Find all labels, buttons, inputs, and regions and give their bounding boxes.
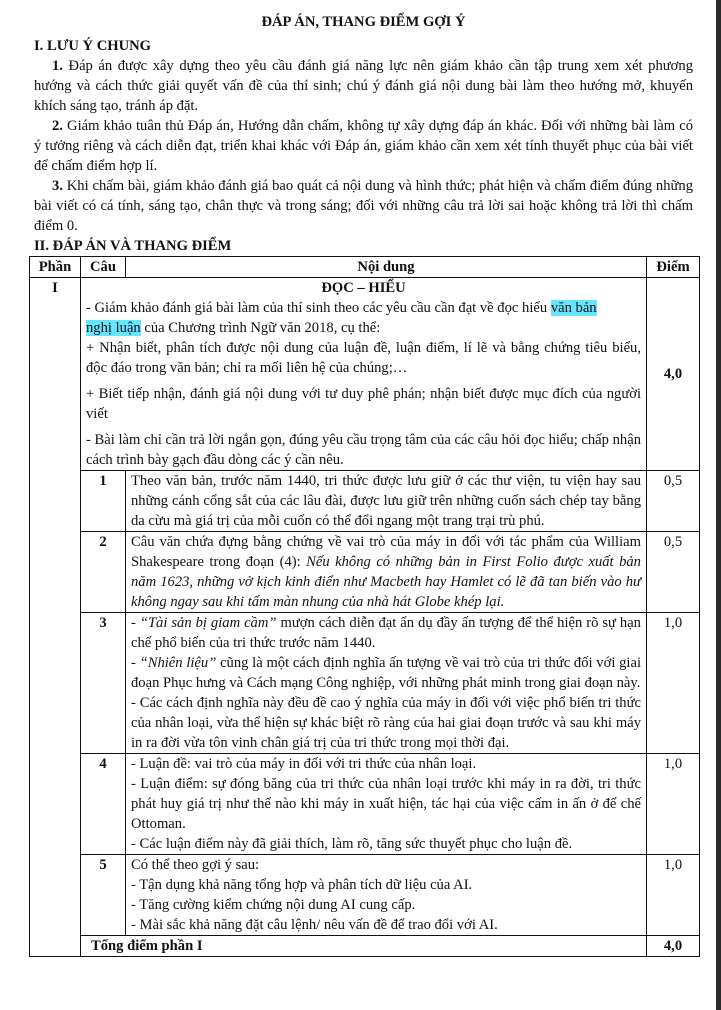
header-question: Câu: [81, 257, 126, 278]
point-text: cũng là một cách định nghĩa ấn tượng về vai trò của tri thức đối với giai đoạn Phục hưng và Cách mạng Công nghiệp, với những phát minh trong giai đoạn này.: [131, 655, 641, 691]
table-row-question-4: [30, 754, 700, 855]
question-5-point-3: - Tăng cường kiểm chứng nội dung AI cung cấp.: [131, 897, 416, 913]
answer-table: [29, 256, 700, 957]
quote-text: “Tài sản bị giam cầm”: [139, 615, 277, 631]
intro-line-1-text: - Giám khảo đánh giá bài làm của thí sinh theo các yêu cầu cần đạt về đọc hiểu: [86, 300, 551, 316]
question-2-text: Câu văn chứa đựng bằng chứng về vai trò của máy in đối với tác phẩm của William Shakespeare trong đoạn (4):: [131, 534, 641, 570]
highlighted-text: văn bản: [550, 300, 597, 316]
question-number: 5: [81, 855, 126, 936]
question-3-point-3: - Các cách định nghĩa này đều đề cao ý nghĩa của máy in đối với việc phổ biến tri thức của nhân loại, vừa thể hiện sự khác biệt rõ ràng của hai giai đoạn trước và sau khi máy in ra đời vừa tôn vinh chân giá trị của tri thức trong mọi thời đại.: [131, 695, 641, 751]
question-5-point-2: - Tận dụng khả năng tổng hợp và phân tích dữ liệu của AI.: [131, 877, 473, 893]
note-text: Khi chấm bài, giám khảo đánh giá bao quát cả nội dung và hình thức; phát hiện và chấm điểm đúng những bài viết có cá tính, sáng tạo, chân thực và trong sáng; đối với những câu trả lời sai hoặc không trả lời thì chấm điểm 0.: [34, 178, 693, 234]
note-number: 2.: [52, 118, 63, 134]
question-2-quote: Nếu không có những bản in First Folio được xuất bản năm 1623, những vở kịch kinh điển như Macbeth hay Hamlet có lẽ đã tan biến vào hư không ngay sau khi tấm màn nhung của nhà hát Globe khép lại.: [131, 554, 641, 610]
question-5-point-1: Có thể theo gợi ý sau:: [131, 857, 260, 873]
table-row-question-2: [30, 532, 700, 613]
question-3-point-1: - “Tài sản bị giam cầm” mượn cách diễn đạt ẩn dụ đầy ấn tượng để thể hiện rõ sự hạn chế phổ biến của tri thức trước năm 1440.: [131, 615, 641, 651]
question-5-content: [126, 855, 647, 936]
note-text: Giám khảo tuân thủ Đáp án, Hướng dẫn chấm, không tự xây dựng đáp án khác. Đối với những bài làm có ý tưởng riêng và cách diễn đạt, triển khai khác với Đáp án, giám khảo cần xem xét tính thuyết phục của bài viết để chấm điểm hợp lí.: [34, 118, 693, 174]
note-2: [34, 116, 693, 176]
intro-content-cell: [81, 278, 647, 471]
table-row-question-1: [30, 471, 700, 532]
question-number: 1: [81, 471, 126, 532]
question-5-point-4: - Mài sắc khả năng đặt câu lệnh/ nêu vấn đề để trao đổi với AI.: [131, 917, 498, 933]
question-4-score: 1,0: [647, 754, 700, 855]
intro-score: 4,0: [647, 278, 700, 471]
total-score: 4,0: [647, 936, 700, 957]
header-content: Nội dung: [126, 257, 647, 278]
window-edge: [716, 0, 721, 1010]
table-header-row: [30, 257, 700, 278]
total-label: Tổng điểm phần I: [81, 936, 647, 957]
intro-line-1-rest: của Chương trình Ngữ văn 2018, cụ thể:: [140, 320, 381, 336]
section-heading-answers: II. ĐÁP ÁN VÀ THANG ĐIỂM: [34, 238, 232, 254]
table-row-total: [30, 936, 700, 957]
table-row-question-5: [30, 855, 700, 936]
question-4-content: [126, 754, 647, 855]
section-heading-general-notes: I. LƯU Ý CHUNG: [34, 38, 152, 54]
highlighted-text: nghị luận: [86, 320, 141, 336]
intro-line-1: [86, 298, 641, 338]
table-row-question-3: [30, 613, 700, 754]
question-1-score: 0,5: [647, 471, 700, 532]
question-3-score: 1,0: [647, 613, 700, 754]
table-row-part-intro: [30, 278, 700, 471]
question-number: 3: [81, 613, 126, 754]
question-4-point-3: - Các luận điểm này đã giải thích, làm rõ, tăng sức thuyết phục cho luận đề.: [131, 836, 573, 852]
part-cell: I: [30, 278, 81, 957]
part-title: ĐỌC – HIỂU: [321, 280, 406, 296]
question-1-content: Theo văn bản, trước năm 1440, tri thức được lưu giữ ở các thư viện, tu viện hay sau những cánh cổng sắt của các lâu đài, được lưu giữ trên những cuốn sách chép tay bằng da cừu mà giá trị của mỗi cuốn có thể đổi ngang một trang trại trù phú.: [126, 471, 647, 532]
question-number: 4: [81, 754, 126, 855]
question-5-score: 1,0: [647, 855, 700, 936]
note-text: Đáp án được xây dựng theo yêu cầu đánh giá năng lực nên giám khảo cần tập trung xem xét phương hướng và cách thức giải quyết vấn đề của thí sinh; chú ý đánh giá nội dung bài làm theo hướng mở, khuyến khích sáng tạo, tránh áp đặt.: [34, 58, 693, 114]
note-number: 3.: [52, 178, 63, 194]
question-3-content: [126, 613, 647, 754]
question-2-content: [126, 532, 647, 613]
question-4-point-2: - Luận điểm: sự đóng băng của tri thức của nhân loại trước khi máy in ra đời, tri thức phát huy giá trị như thế nào khi máy in xuất hiện, tác hại của việc cấm in ấn ở đế chế Ottoman.: [131, 776, 641, 832]
note-1: [34, 56, 693, 116]
intro-line-2: + Nhận biết, phân tích được nội dung của luận đề, luận điểm, lí lẽ và bằng chứng tiêu biểu, độc đáo trong văn bản; chỉ ra mối liên hệ của chúng;…: [86, 340, 641, 376]
note-3: [34, 176, 693, 236]
question-number: 2: [81, 532, 126, 613]
header-part: Phần: [30, 257, 81, 278]
question-4-point-1: - Luận đề: vai trò của máy in đối với tri thức của nhân loại.: [131, 756, 477, 772]
document-title: ĐÁP ÁN, THANG ĐIỂM GỢI Ý: [261, 14, 466, 30]
question-2-score: 0,5: [647, 532, 700, 613]
quote-text: “Nhiên liệu”: [139, 655, 217, 671]
question-3-point-2: - “Nhiên liệu” cũng là một cách định nghĩa ấn tượng về vai trò của tri thức đối với giai đoạn Phục hưng và Cách mạng Công nghiệp, với những phát minh trong giai đoạn này.: [131, 655, 641, 691]
intro-line-4: - Bài làm chỉ cần trả lời ngắn gọn, đúng yêu cầu trọng tâm của các câu hỏi đọc hiểu; chấp nhận cách trình bày gạch đầu dòng các ý cần nêu.: [86, 432, 641, 468]
note-number: 1.: [52, 58, 63, 74]
intro-line-3: + Biết tiếp nhận, đánh giá nội dung với tư duy phê phán; nhận biết được mục đích của người viết: [86, 386, 641, 422]
point-text: mượn cách diễn đạt ẩn dụ đầy ấn tượng để thể hiện rõ sự hạn chế phổ biến của tri thức trước năm 1440.: [131, 615, 641, 651]
header-score: Điểm: [647, 257, 700, 278]
